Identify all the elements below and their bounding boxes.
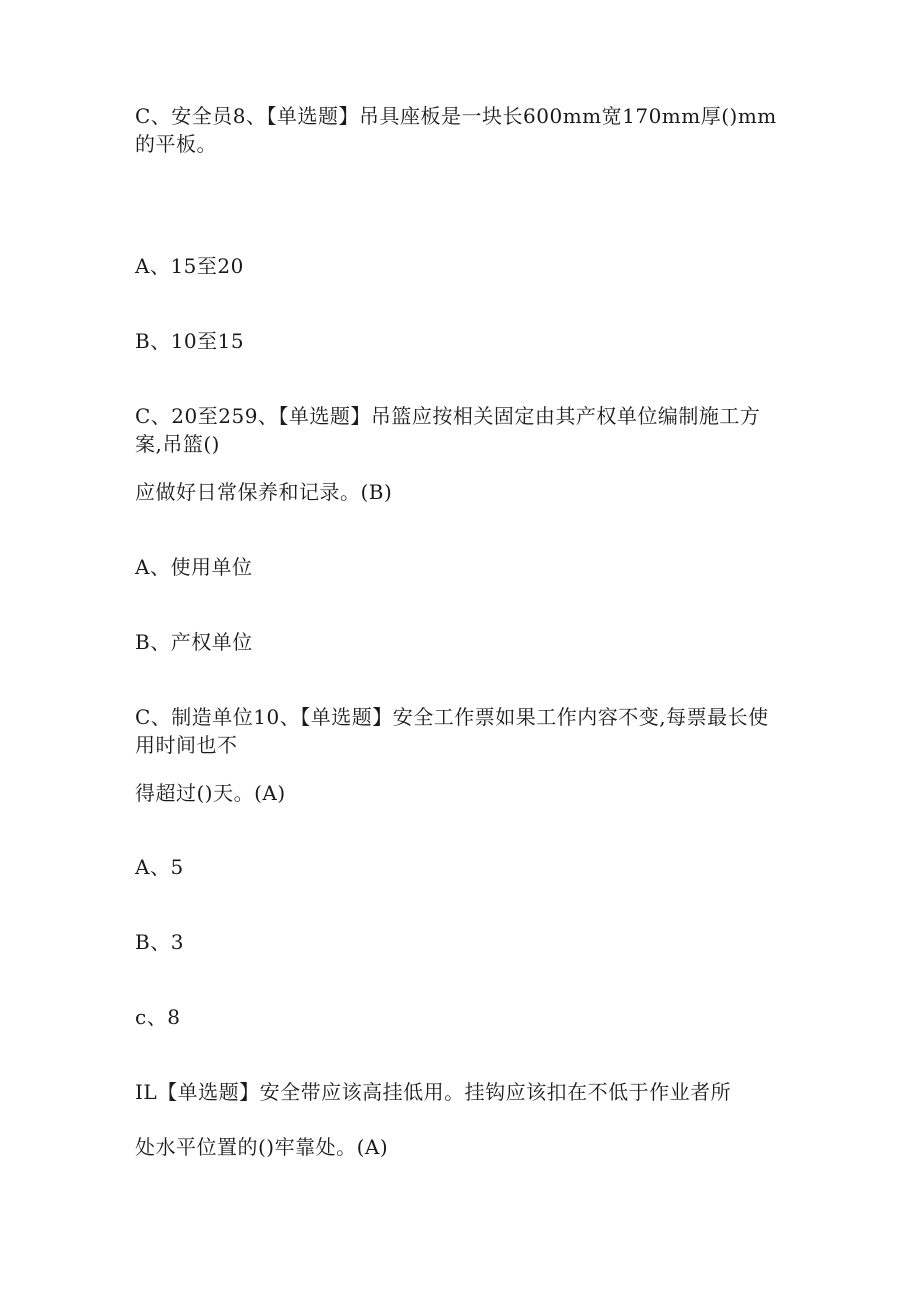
question-9-option-a: A、使用单位	[135, 555, 253, 579]
question-11-stem-continued: 处水平位置的()牢靠处。(A)	[135, 1135, 389, 1159]
question-9-stem: C、20至259、【单选题】吊篮应按相关固定由其产权单位编制施工方案,吊篮()	[135, 404, 761, 456]
question-9-stem-continued: 应做好日常保养和记录。(B)	[135, 480, 393, 504]
question-10-option-b: B、3	[135, 930, 184, 954]
question-10-option-c: c、8	[135, 1005, 181, 1029]
question-10-stem: C、制造单位10、【单选题】安全工作票如果工作内容不变,每票最长使用时间也不	[135, 705, 769, 757]
question-8-option-a: A、15至20	[135, 254, 244, 278]
question-10-option-a: A、5	[135, 855, 184, 879]
question-8-option-b: B、10至15	[135, 329, 245, 353]
question-10-stem-continued: 得超过()天。(A)	[135, 781, 286, 805]
question-8-option-c-and-stem: C、安全员8、【单选题】吊具座板是一块长600mm宽170mm厚()mm的平板。	[135, 104, 777, 156]
question-11-stem: IL【单选题】安全带应该高挂低用。挂钩应该扣在不低于作业者所	[135, 1080, 732, 1104]
question-9-option-b: B、产权单位	[135, 630, 253, 654]
